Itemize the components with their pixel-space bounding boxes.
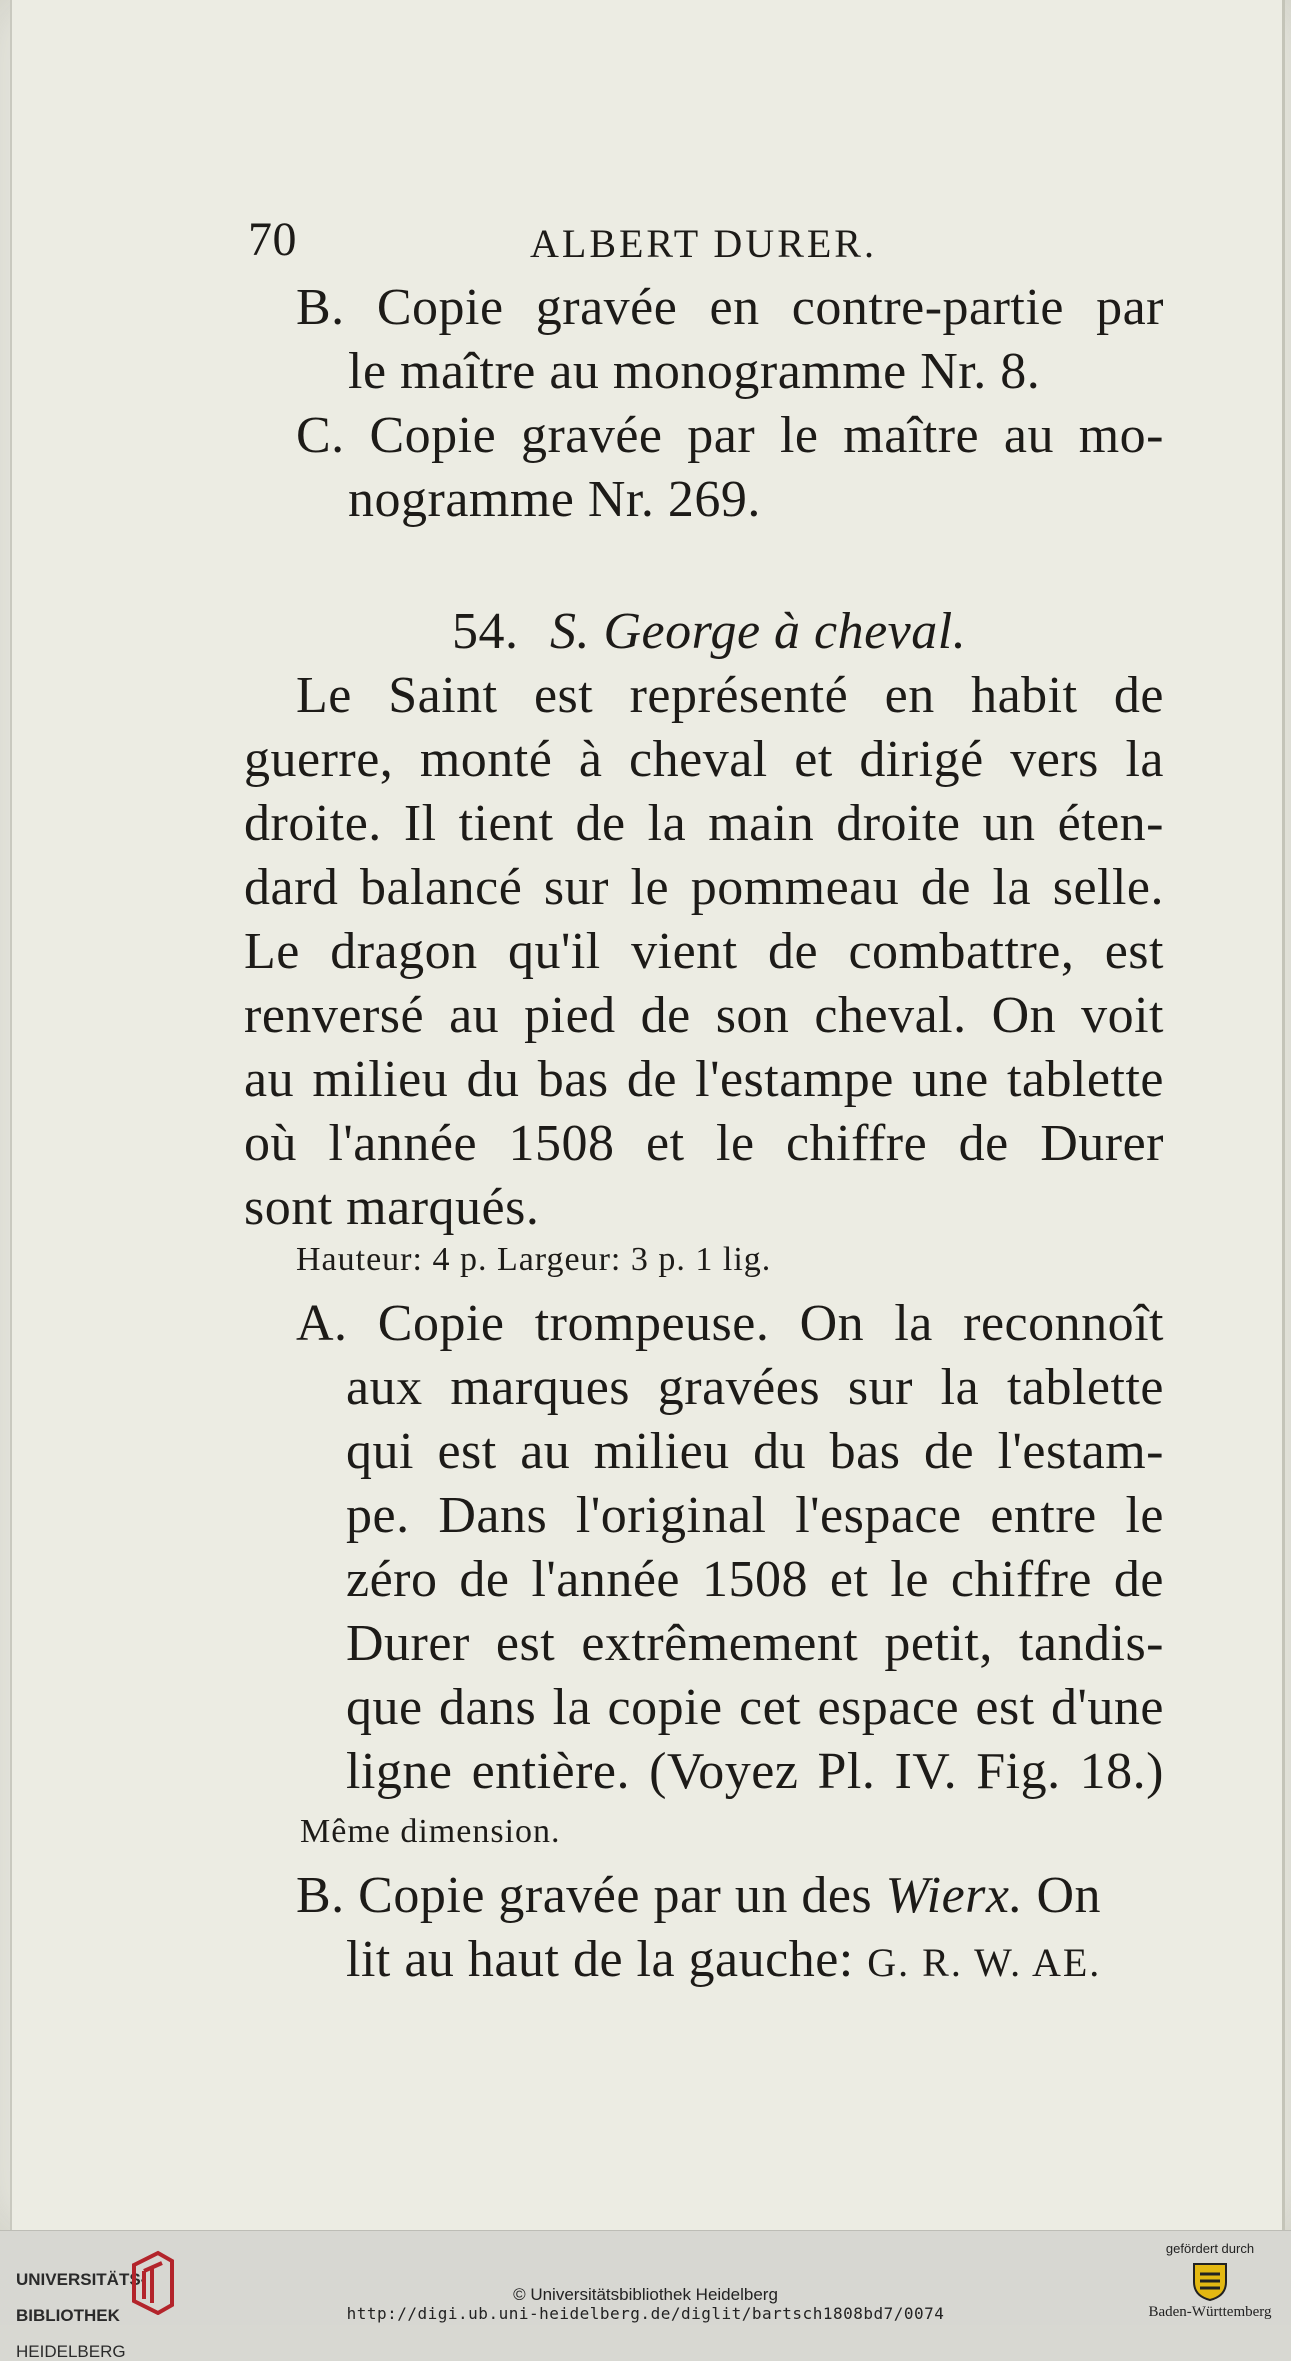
dimensions-line: Hauteur: 4 p. Largeur: 3 p. 1 lig. [296,1241,772,1278]
copy-a-line-2: aux marques gravées sur la tablette [346,1359,1164,1416]
item-number: 54. [452,603,519,660]
description-line-3: droite. Il tient de la main droite un éten- [244,795,1164,852]
description-line-1: Le Saint est représenté en habit de [296,667,1164,724]
item-title: S. George à cheval. [550,603,967,660]
library-name-line-3: HEIDELBERG [16,2342,126,2361]
description-line-4: dard balancé sur le pommeau de la selle. [244,859,1164,916]
engraver-name: Wierx. [885,1867,1023,1924]
running-title: ALBERT DURER. [530,221,877,266]
funder-block[interactable] [1145,2241,1275,2321]
copy-b-line-1: B. Copie gravée en contre-partie par [296,279,1164,336]
copyright-notice: © Universitätsbibliothek Heidelberg [513,2285,778,2304]
library-name-line-1: UNIVERSITÄTS- [16,2270,147,2289]
footer-bar [0,2230,1291,2361]
state-crest-icon [1190,2260,1230,2302]
copy-c-line-1: C. Copie gravée par le maître au mo- [296,407,1164,464]
copy-a-line-4: pe. Dans l'original l'espace entre le [346,1487,1164,1544]
library-name-line-2: BIBLIOTHEK [16,2306,120,2325]
description-line-2: guerre, monté à cheval et dirigé vers la [244,731,1164,788]
description-line-9: sont marqués. [244,1179,540,1236]
page-number: 70 [248,213,297,266]
engraver-mark: G. R. W. AE. [867,1940,1102,1985]
copy-b2-text-line2: lit au haut de la gauche: [346,1931,868,1988]
copy-c-line-2: nogramme Nr. 269. [348,471,761,528]
copy-a-line-1: A. Copie trompeuse. On la reconnoît [296,1295,1164,1352]
copy-b2-line-2 [346,1930,1101,1993]
copy-b-line-2: le maître au monogramme Nr. 8. [348,343,1041,400]
copy-a-line-7: que dans la copie cet espace est d'une [346,1679,1164,1736]
copy-a-line-3: qui est au milieu du bas de l'estam- [346,1423,1164,1480]
copy-b2-text-end: On [1022,1867,1102,1924]
funded-by-label: gefördert durch [1165,2241,1255,2256]
copy-b2-text-start: B. Copie gravée par un des [296,1867,886,1924]
copy-b2-line-1 [296,1866,1101,1926]
description-line-5: Le dragon qu'il vient de combattre, est [244,923,1164,980]
item-heading [452,602,966,662]
copy-a-line-8: ligne entière. (Voyez Pl. IV. Fig. 18.) [346,1743,1164,1800]
description-line-6: renversé au pied de son cheval. On voit [244,987,1164,1044]
description-line-8: où l'année 1508 et le chiffre de Durer [244,1115,1164,1172]
funder-name: Baden-Württemberg [1148,2304,1272,2320]
description-line-7: au milieu du bas de l'estampe une tablette [244,1051,1164,1108]
permalink-url[interactable]: http://digi.ub.uni-heidelberg.de/diglit/bartsch1808bd7/0074 [346,2304,945,2323]
copy-a-line-6: Durer est extrêmement petit, tandis- [346,1615,1164,1672]
copy-a-line-5: zéro de l'année 1508 et le chiffre de [346,1551,1164,1608]
same-dimension-note: Même dimension. [300,1813,561,1850]
